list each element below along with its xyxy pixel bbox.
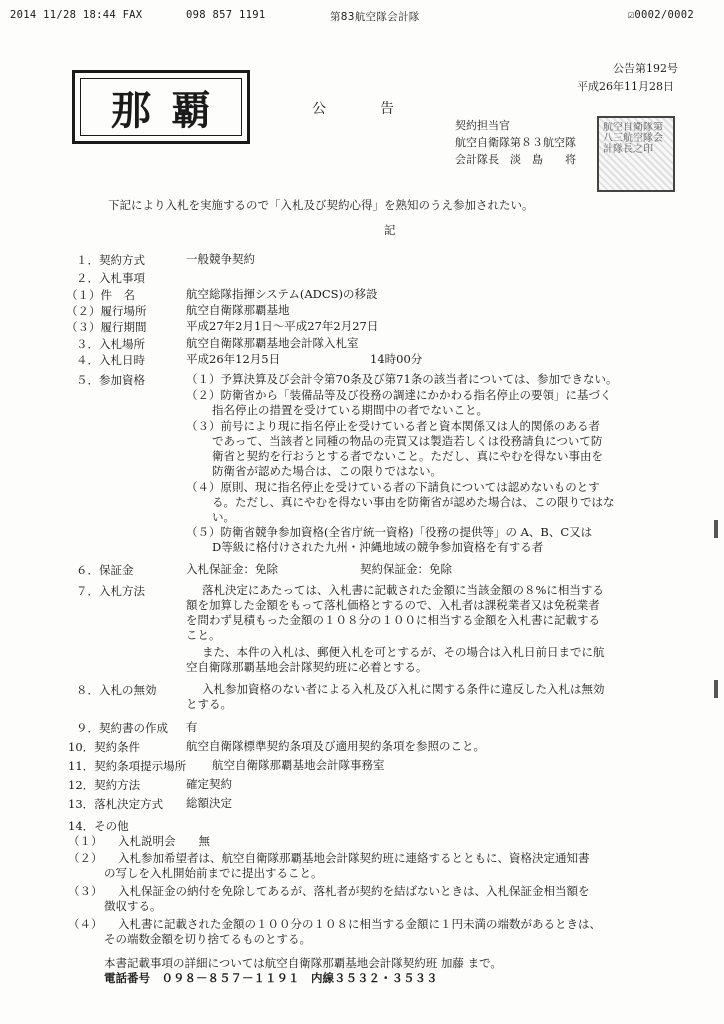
item-5-line: （３）前号により現に指名停止を受けている者と資本関係又は人的関係のある者 (186, 419, 600, 433)
item-2b-value: 航空自衛隊那覇基地 (186, 303, 290, 317)
item-13-label: 13．落札決定方式 (68, 797, 164, 811)
item-5-line: （２）防衛省から「装備品等及び役務の調達にかかわる指名停止の要領」に基づく (186, 388, 612, 402)
item-5-line: い。 (212, 510, 235, 524)
item-6-value-2: 契約保証金：免除 (360, 562, 452, 576)
item-3-label: ３．入札場所 (76, 337, 145, 351)
page-title: 公 告 (312, 101, 397, 117)
item-11-label: 11．契約条項提示場所 (68, 759, 187, 773)
item-14-3-line: 徴収する。 (104, 899, 162, 913)
item-5-line: であって、当該者と同種の物品の売買又は製造若しくは役務請負について防 (212, 434, 603, 448)
fax-page-icon: ☑ (627, 9, 635, 21)
item-14-4-line: 入札書に記載された金額の１００分の１０８に相当する金額に１円未満の端数があるときは、 (118, 917, 601, 931)
seal-text: 航空自衛隊第八三航空隊会計隊長之印 (603, 122, 663, 155)
item-2c-value: 平成27年2月1日～平成27年2月27日 (186, 319, 379, 333)
item-4-label: ４．入札日時 (76, 353, 145, 367)
item-12-label: 12．契約方法 (68, 778, 141, 792)
official-seal (597, 116, 675, 192)
item-1-label: １．契約方式 (76, 253, 145, 267)
item-10-value: 航空自衛隊標準契約条項及び適用契約条項を参照のこと。 (186, 739, 485, 753)
contact-phone: 電話番号 ０９８－８５７－１１９１ 内線３５３２・３５３３ (104, 971, 438, 985)
officer-name: 会計隊長 淡 島 将 (455, 153, 576, 166)
item-5-label: ５．参加資格 (76, 373, 145, 387)
item-13-value: 総額決定 (186, 796, 232, 810)
item-9-label: ９．契約書の作成 (76, 721, 168, 735)
officer-org: 航空自衛隊第８３航空隊 (455, 136, 576, 149)
item-8-line: 入札参加資格のない者による入札及び入札に関する条件に違反した入札は無効 (202, 682, 605, 696)
fax-page-text: 0002/0002 (634, 9, 694, 21)
item-6-label: ６．保証金 (76, 563, 134, 577)
item-5-line: 衛省と契約を行おうとする者でないこと。ただし、真にやむを得ない事由を (212, 449, 603, 463)
item-5-line: る。ただし、真にやむを得ない事由を防衛省が認めた場合は、この限りではな (212, 495, 615, 509)
item-5-line: D等級に格付けされた九州・沖縄地域の競争参加資格を有する者 (212, 540, 544, 554)
item-4-time: 14時00分 (370, 352, 423, 366)
item-2a-label: （１）件 名 (66, 288, 135, 302)
item-9-value: 有 (186, 720, 198, 734)
item-5-line: 防衛省が認めた場合は、この限りではない。 (212, 464, 442, 478)
item-14-2-num: （２） (68, 851, 103, 865)
scan-edge-mark (714, 680, 718, 698)
item-4-value: 平成26年12月5日 (186, 352, 281, 366)
stamp-text: 那覇 (111, 87, 231, 134)
item-7-line: 空自衛隊那覇基地会計隊契約班に必着とする。 (186, 660, 428, 674)
item-2-label: ２．入札事項 (76, 271, 145, 285)
item-7-line: こと。 (186, 628, 221, 642)
item-5-line: 指名停止の措置を受けている期間中の者でないこと。 (212, 403, 488, 417)
item-14-label: 14．その他 (68, 819, 129, 833)
item-7-label: ７．入札方法 (76, 584, 145, 598)
item-3-value: 航空自衛隊那覇基地会計隊入札室 (186, 336, 359, 350)
item-11-value: 航空自衛隊那覇基地会計隊事務室 (212, 758, 385, 772)
notice-number: 公告第192号 (613, 62, 678, 75)
item-1-value: 一般競争契約 (186, 252, 255, 266)
item-7-line: また、本件の入札は、郵便入札を可とするが、その場合は入札日前日までに航 (202, 645, 605, 659)
item-14-2-line: の写しを入札開始前までに提出すること。 (104, 866, 323, 880)
item-8-label: ８．入札の無効 (76, 683, 157, 697)
item-10-label: 10．契約条件 (68, 740, 141, 754)
item-5-line: （５）防衛省競争参加資格(全省庁統一資格)「役務の提供等」の A、B、C又は (186, 525, 593, 539)
officer-role: 契約担当官 (455, 119, 510, 132)
notice-date: 平成26年11月28日 (577, 80, 674, 93)
item-7-line: 額を加算した金額をもって落札価格とするので、入札者は課税業者又は免税業者 (186, 598, 600, 612)
item-14-2-line: 入札参加希望者は、航空自衛隊那覇基地会計隊契約班に連絡するとともに、資格決定通知書 (118, 851, 590, 865)
item-8-line: とする。 (186, 697, 232, 711)
item-14-3-num: （３） (68, 884, 103, 898)
item-14-1-text: 入札説明会 無 (118, 834, 210, 848)
scan-edge-mark (714, 520, 718, 538)
fax-number: 098 857 1191 (186, 9, 266, 21)
item-14-1-num: （１） (68, 834, 103, 848)
fax-page-number (628, 9, 694, 21)
item-2a-value: 航空総隊指揮システム(ADCS)の移設 (186, 287, 378, 301)
item-7-line: を問わず見積もった金額の１０８分の１００に相当する金額を入札書に記載する (186, 613, 600, 627)
item-5-line: （１）予算決算及び会計令第70条及び第71条の該当者については、参加できない。 (186, 372, 618, 386)
fax-datetime: 2014 11/28 18:44 FAX (10, 9, 143, 21)
item-6-value-1: 入札保証金：免除 (186, 562, 278, 576)
item-14-4-line: その端数金額を切り捨てるものとする。 (104, 932, 311, 946)
item-7-line: 落札決定にあたっては、入札書に記載された金額に当該金額の８%に相当する (202, 583, 604, 597)
item-14-4-num: （４） (68, 917, 103, 931)
fax-sender: 第83航空隊会計隊 (330, 11, 420, 23)
item-14-3-line: 入札保証金の納付を免除してあるが、落札者が契約を結ばないときは、入札保証金相当額を (118, 884, 590, 898)
item-12-value: 確定契約 (186, 777, 232, 791)
intro-text: 下記により入札を実施するので「入札及び契約心得」を熟知のうえ参加されたい。 (108, 198, 534, 212)
item-2c-label: （３）履行期間 (66, 320, 147, 334)
item-5-line: （４）原則、現に指名停止を受けている者の下請負については認めないものとす (186, 480, 600, 494)
contact-line: 本書記載事項の詳細については航空自衛隊那覇基地会計隊契約班 加藤 まで。 (104, 956, 502, 970)
ki-heading: 記 (384, 223, 396, 237)
naha-stamp (72, 70, 250, 144)
item-2b-label: （２）履行場所 (66, 304, 147, 318)
